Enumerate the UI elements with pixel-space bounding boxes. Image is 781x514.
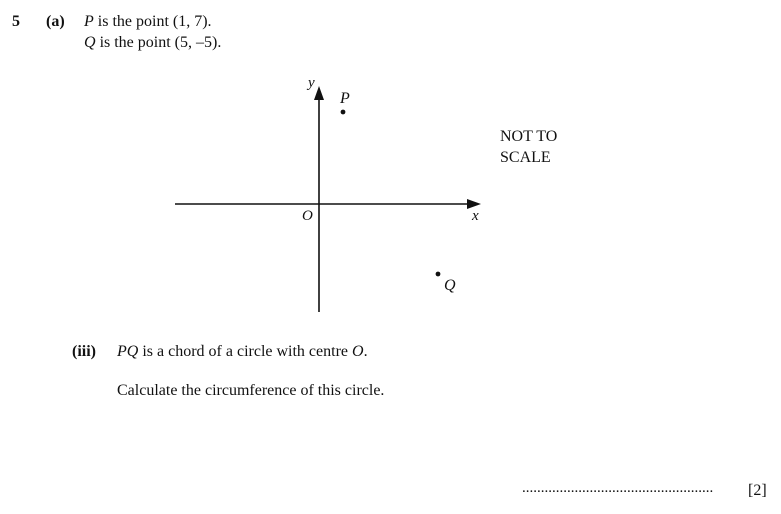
subquestion-statement	[117, 342, 368, 362]
marks-label: [2]	[748, 482, 767, 499]
y-axis-label: y	[308, 75, 315, 91]
point-p-text: is the point (1, 7).	[93, 13, 212, 30]
point-p-var: P	[84, 13, 94, 30]
not-to-scale-line1: NOT TO	[500, 128, 558, 145]
part-label: (a)	[46, 13, 65, 30]
origin-label: O	[302, 208, 313, 224]
centre-var: O	[352, 343, 364, 360]
point-p-label: P	[340, 90, 350, 107]
point-q-label: Q	[444, 277, 456, 294]
x-axis-label: x	[472, 208, 479, 224]
point-q-dot	[436, 272, 441, 277]
point-q-text: is the point (5, –5).	[95, 34, 222, 51]
answer-line[interactable]: ...................................................	[522, 480, 714, 496]
y-axis-arrow	[314, 86, 324, 100]
not-to-scale-line2: SCALE	[500, 149, 551, 166]
point-q-var: Q	[84, 34, 96, 51]
subquestion-label: (iii)	[72, 343, 96, 360]
question-number: 5	[12, 13, 20, 30]
chord-var: PQ	[117, 343, 139, 360]
point-p-dot	[341, 110, 346, 115]
subquestion-text-end: .	[363, 343, 368, 360]
subquestion-instruction: Calculate the circumference of this circle.	[117, 382, 385, 399]
subquestion-text-mid: is a chord of a circle with centre	[138, 343, 353, 360]
